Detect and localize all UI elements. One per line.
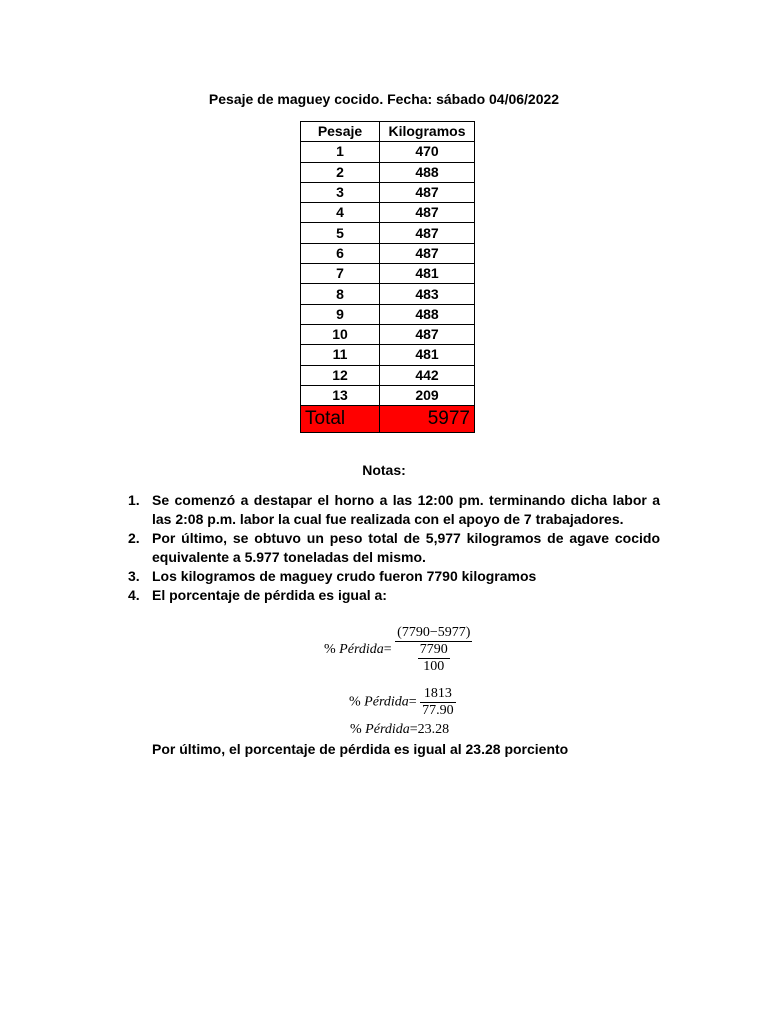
kilogramos-cell: 487: [380, 223, 475, 243]
kilogramos-cell: 488: [380, 304, 475, 324]
pesaje-cell: 13: [301, 385, 380, 405]
perdida-word: Pérdida: [364, 694, 409, 710]
table-total-row: [301, 406, 475, 433]
kilogramos-cell: 487: [380, 182, 475, 202]
fraction: [420, 686, 456, 719]
result-value: 23.28: [417, 722, 450, 737]
numerator: 1813: [420, 686, 456, 703]
table-row: [301, 142, 475, 162]
kilogramos-cell: 488: [380, 162, 475, 182]
kilogramos-cell: 487: [380, 203, 475, 223]
list-item: [124, 567, 660, 586]
list-item: [124, 529, 660, 567]
list-number: 3.: [128, 568, 140, 584]
list-item: [124, 586, 660, 605]
table-row: [301, 182, 475, 202]
table-header-row: [301, 122, 475, 142]
kilogramos-cell: 481: [380, 345, 475, 365]
table-row: [301, 203, 475, 223]
table-row: [301, 223, 475, 243]
total-value: 5977: [380, 406, 475, 433]
percent-sign: %: [349, 694, 361, 710]
table-row: [301, 385, 475, 405]
perdida-word: Pérdida: [339, 642, 384, 658]
table-row: [301, 345, 475, 365]
kilogramos-cell: 487: [380, 324, 475, 344]
list-text: El porcentaje de pérdida es igual a:: [152, 587, 387, 603]
pesaje-cell: 8: [301, 284, 380, 304]
percent-sign: %: [324, 642, 336, 658]
list-text: Por último, se obtuvo un peso total de 5,977 kilogramos de agave cocido equivalente a 5.977 toneladas del mismo.: [152, 530, 660, 565]
inner-numerator: 7790: [419, 642, 448, 657]
total-label: Total: [301, 406, 380, 433]
inner-denominator: 100: [423, 659, 445, 674]
kilogramos-cell: 487: [380, 243, 475, 263]
kilogramos-cell: 442: [380, 365, 475, 385]
pesaje-cell: 9: [301, 304, 380, 324]
conclusion-text: Por último, el porcentaje de pérdida es igual al 23.28 porciento: [152, 741, 569, 757]
list-text: Los kilogramos de maguey crudo fueron 7790 kilogramos: [152, 568, 537, 584]
pesaje-cell: 3: [301, 182, 380, 202]
kilogramos-cell: 209: [380, 385, 475, 405]
pesaje-cell: 5: [301, 223, 380, 243]
kilogramos-cell: 470: [380, 142, 475, 162]
kilogramos-cell: 481: [380, 264, 475, 284]
table-row: [301, 284, 475, 304]
list-number: 4.: [128, 587, 140, 603]
column-header-pesaje: Pesaje: [301, 122, 380, 142]
pesaje-cell: 4: [301, 203, 380, 223]
pesaje-cell: 2: [301, 162, 380, 182]
weighing-table: [300, 121, 475, 433]
equation-1: % Pérdida= $\frac{(7790-5977)}{\frac{7790}{100}}$: [324, 625, 471, 674]
inner-fraction: [418, 642, 450, 675]
document-title: Pesaje de maguey cocido. Fecha: sábado 04/06/2022: [208, 91, 560, 107]
pesaje-cell: 11: [301, 345, 380, 365]
notes-list: [124, 491, 660, 605]
table-row: [301, 162, 475, 182]
numerator: (7790−5977): [397, 625, 471, 640]
denominator: 77.90: [422, 703, 454, 718]
table-row: [301, 264, 475, 284]
pesaje-cell: 7: [301, 264, 380, 284]
column-header-kilogramos: Kilogramos: [380, 122, 475, 142]
notes-heading: Notas:: [362, 462, 406, 478]
list-number: 2.: [128, 530, 140, 546]
pesaje-cell: 1: [301, 142, 380, 162]
equation-3: % Pérdida=23.28: [350, 722, 450, 737]
pesaje-cell: 10: [301, 324, 380, 344]
list-text: Se comenzó a destapar el horno a las 12:00 pm. terminando dicha labor a las 2:08 p.m. labor la cual fue realizada con el apoyo de 7 trabajadores.: [152, 492, 660, 527]
fraction: [395, 625, 472, 675]
pesaje-cell: 12: [301, 365, 380, 385]
table-row: [301, 304, 475, 324]
table-row: [301, 365, 475, 385]
pesaje-cell: 6: [301, 243, 380, 263]
perdida-word: Pérdida: [365, 722, 410, 737]
list-number: 1.: [128, 492, 140, 508]
percent-sign: %: [350, 722, 362, 737]
list-item: [124, 491, 660, 529]
table-row: [301, 243, 475, 263]
kilogramos-cell: 483: [380, 284, 475, 304]
equation-2: % Pérdida= $\frac{1813}{77.90}$: [349, 686, 454, 718]
table-row: [301, 324, 475, 344]
